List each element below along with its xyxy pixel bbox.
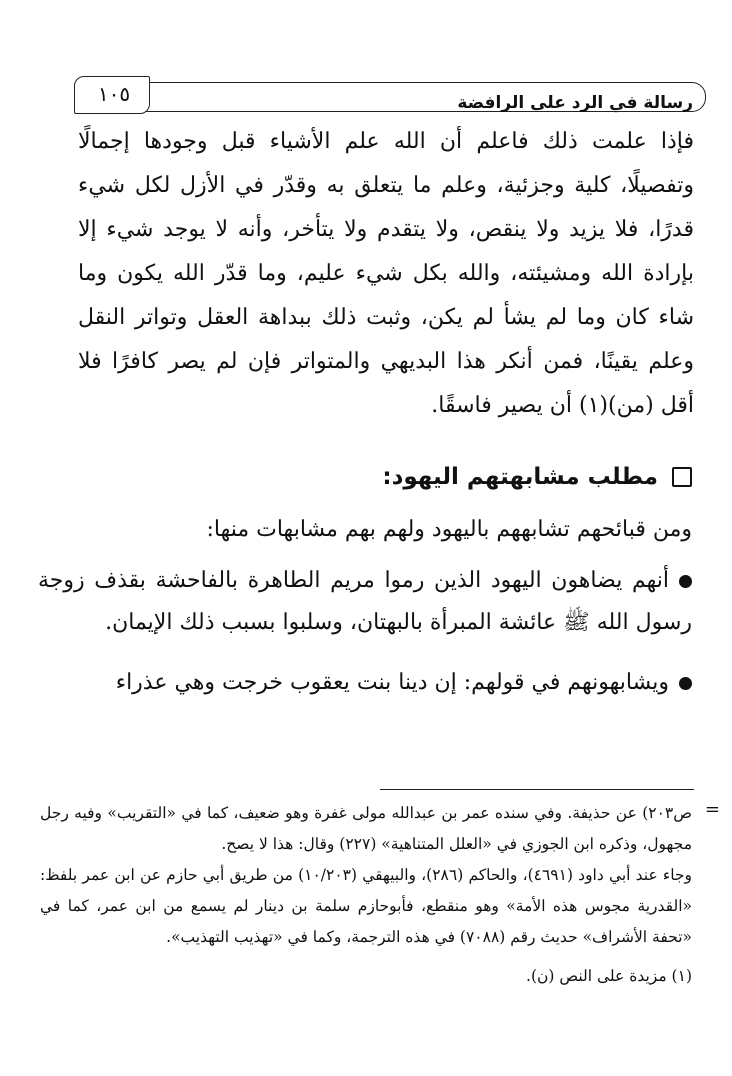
book-title: رسالة في الرد على الرافضة [457, 93, 693, 113]
footnote-line: ص٢٠٣) عن حذيفة. وفي سنده عمر بن عبدالله مولى غفرة وهو ضعيف، كما في «التقريب» وفيه رجل مجهول، وذكره ابن الجوزي في «العلل المتناهية» (٢٢٧) وقال: هذا لا يصح. [40, 804, 692, 853]
footnotes [40, 798, 692, 992]
section-intro: ومن قبائحهم تشابههم باليهود ولهم بهم مشابهات منها: [206, 517, 692, 542]
page-number: ١٠٥ [97, 82, 131, 106]
bullet-text: ويشابهونهم في قولهم: إن دينا بنت يعقوب خرجت وهي عذراء [115, 670, 669, 695]
running-header [74, 76, 706, 116]
header-frame [130, 82, 706, 112]
paragraph-text: فإذا علمت ذلك فاعلم أن الله علم الأشياء قبل وجودها إجمالًا وتفصيلًا، كلية وجزئية، وعلم ما يتعلق به وقدّر في الأزل لكل شيء قدرًا، فلا يزيد ولا ينقص، ولا يتقدم ولا يتأخر، وأنه لا يوجد شيء إلا بإرادة الله ومشيئته، والله بكل شيء عليم، وما قدّر الله يكون وما شاء كان وما لم يشأ لم يكن، وثبت ذلك ببداهة العقل وتواتر النقل وعلم يقينًا، فمن أنكر هذا البديهي والمتواتر فإن لم يصر كافرًا فلا أقل (من)(١) أن يصير فاسقًا. [78, 129, 694, 418]
footnote-separator [380, 789, 694, 790]
bullet-list [38, 560, 692, 722]
list-item [38, 560, 692, 644]
bullet-dot-icon [679, 575, 692, 588]
footnote-line: وجاء عند أبي داود (٤٦٩١)، والحاكم (٢٨٦)، والبيهقي (١٠/٢٠٣) من طريق أبي حازم عن ابن عمر بلفظ: «القدرية مجوس هذه الأمة» وهو منقطع، فأبوحازم سلمة بن دينار لم يسمع من ابن عمر، كما في «تحفة الأشراف» حديث رقم (٧٠٨٨) في هذه الترجمة، وكما في «تهذيب التهذيب». [40, 866, 692, 946]
section-title: مطلب مشابهتهم اليهود: [382, 464, 658, 490]
bullet-dot-icon [679, 677, 692, 690]
page-number-frame [74, 76, 150, 114]
main-paragraph [78, 120, 694, 428]
section-heading [200, 462, 692, 492]
bullet-text: أنهم يضاهون اليهود الذين رموا مريم الطاهرة بالفاحشة بقذف زوجة رسول الله ﷺ عائشة المبرأة بالبهتان، وسلبوا بسبب ذلك الإيمان. [38, 568, 692, 635]
footnote-continuation-mark: = [704, 799, 720, 820]
list-item [38, 662, 692, 704]
footnote-1: (١) مزيدة على النص (ن). [526, 967, 692, 985]
square-bullet-icon [672, 467, 692, 487]
